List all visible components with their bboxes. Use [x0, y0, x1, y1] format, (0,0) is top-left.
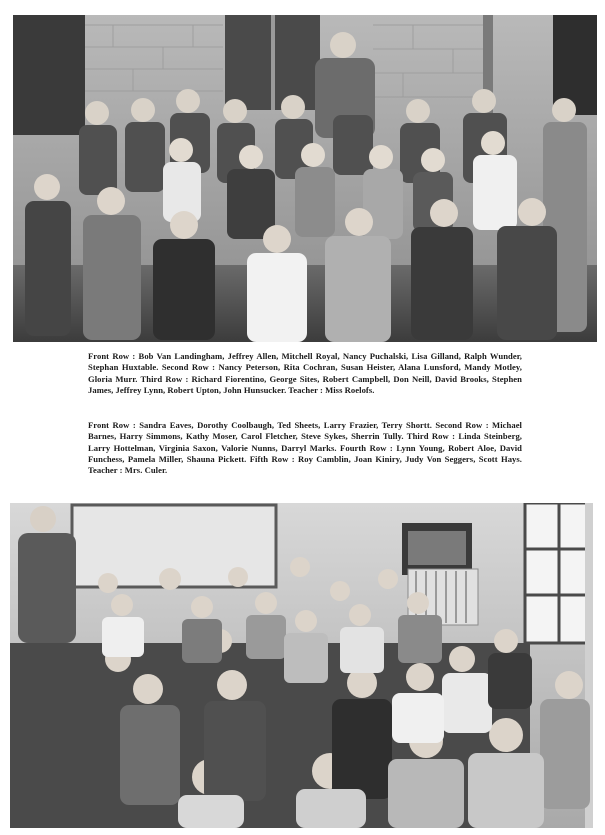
caption-top: Front Row : Bob Van Landingham, Jeffrey Allen, Mitchell Royal, Nancy Puchalski, Lisa Gilland, Ralph Wunder, Stephan Huxtable. Second Row : Nancy Peterson, Rita Cochran, Susan Heister, Alana Lunsford, Mandy Motley, Gloria Murr. Third Row : Richard Fiorentino, George Sites, Robert Campbell, Don Neill, David Brooks, Stephen James, Jeffrey Lynn, Robert Upton, John Hunsucker. Teacher : Miss Roelofs. [88, 351, 522, 395]
caption-bottom: Front Row : Sandra Eaves, Dorothy Coolbaugh, Ted Sheets, Larry Frazier, Terry Shortt. Second Row : Michael Barnes, Harry Simmons, Kathy Moser, Carol Fletcher, Steve Sykes, Sherrin Tully. Third Row : Linda Steinberg, Larry Hottelman, Virginia Saxon, Valorie Nunns, Darryl Marks. Fourth Row : Lynn Young, Robert Aloe, David Funchess, Pamela Miller, Shauna Pickett. Fifth Row : Roy Camblin, Joan Kiniry, Judy Von Seggers, Scott Hays. Teacher : Mrs. Culer. [88, 420, 522, 476]
class-photo-bottom [10, 503, 593, 828]
class-photo-top-image [13, 15, 597, 342]
class-photo-top [13, 15, 597, 342]
class-photo-bottom-image [10, 503, 593, 828]
